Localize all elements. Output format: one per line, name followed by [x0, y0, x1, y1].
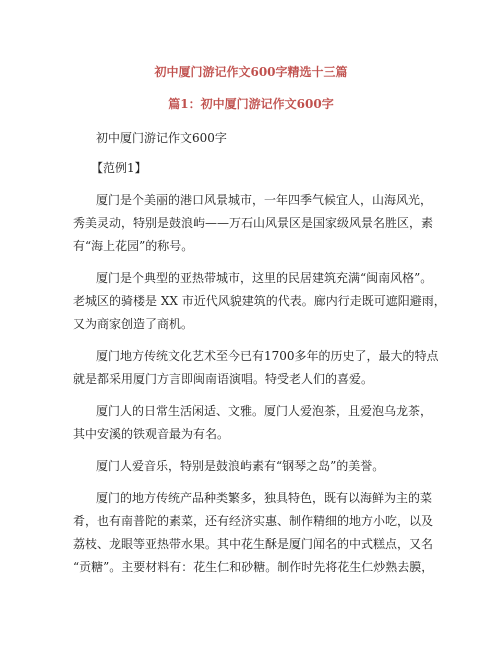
paragraph-line: 厦门地方传统文化艺术至今已有1700多年的历史了，最大的特点 — [96, 349, 439, 363]
paragraph-line: 又为商家创造了商机。 — [73, 317, 194, 331]
intro-line: 初中厦门游记作文600字 — [96, 131, 227, 145]
example-label: 【范例1】 — [91, 161, 147, 175]
paragraph-line: 厦门人的日常生活闲适、文雅。厦门人爱泡茶，且爱泡乌龙茶， — [96, 404, 433, 418]
section-heading: 篇1：初中厦门游记作文600字 — [168, 97, 334, 111]
paragraph-line: 肴，也有南普陀的素菜，还有经济实惠、制作精细的地方小吃，以及 — [73, 514, 434, 528]
paragraph-line: 有“海上花园”的称号。 — [73, 239, 194, 253]
paragraph-line: “贡糖”。主要材料有：花生仁和砂糖。制作时先将花生仁炒熟去膜， — [73, 560, 434, 574]
paragraph-line: 厦门的地方传统产品种类繁多，独具特色，既有以海鲜为主的菜 — [96, 491, 433, 505]
paragraph-line: 其中安溪的铁观音最为有名。 — [73, 427, 230, 441]
paragraph-line: 就是都采用厦门方言即闽南语演唱。特受老人们的喜爱。 — [73, 372, 374, 386]
paragraph-line: 老城区的骑楼是 XX 市近代风貌建筑的代表。廊内行走既可遮阳避雨， — [73, 294, 446, 308]
paragraph-line: 厦门是个典型的亚热带城市，这里的民居建筑充满“闽南风格”。 — [96, 271, 433, 285]
paragraph-line: 荔枝、龙眼等亚热带水果。其中花生酥是厦门闻名的中式糕点，又名 — [73, 537, 434, 551]
document-title: 初中厦门游记作文600字精选十三篇 — [154, 65, 348, 79]
paragraph-line: 秀美灵动，特别是鼓浪屿——万石山风景区是国家级风景名胜区，素 — [73, 216, 434, 230]
paragraph-line: 厦门是个美丽的港口风景城市，一年四季气候宜人，山海风光， — [96, 193, 433, 207]
paragraph-line: 厦门人爱音乐，特别是鼓浪屿素有“钢琴之岛”的美誉。 — [96, 459, 385, 473]
